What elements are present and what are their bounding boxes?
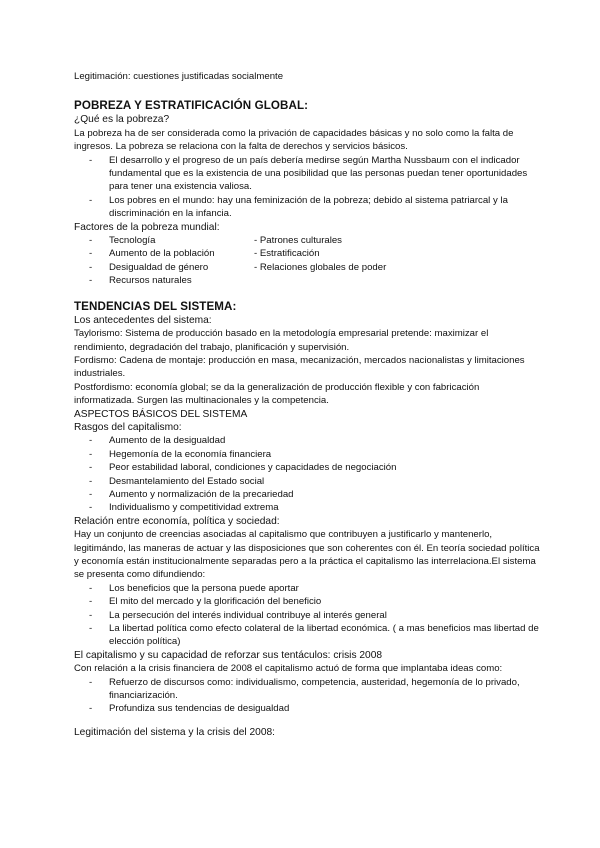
antecedentes-title: Los antecedentes del sistema:: [74, 314, 212, 326]
list-item: - La persecución del interés individual contribuye al interés general: [74, 609, 540, 622]
crisis-title: El capitalismo y su capacidad de reforzar sus tentáculos: crisis 2008: [74, 649, 383, 661]
relacion-paragraph: Hay un conjunto de creencias asociadas al capitalismo que contribuyen a justificarlo y mantenerlo, legitimándo, las maneras de actuar y las disposiciones que son coherentes con él. En teoría sociedad política y economía están institucionalmente separadas pero a la práctica el capitalismo las interrelaciona.El sistema se presenta como difundiendo:: [74, 529, 540, 581]
taylorismo-paragraph: Taylorismo: Sistema de producción basado en la metodología empresarial pretende: maximizar el rendimiento, degradación del trabajo, planificación y supervisión.: [74, 328, 489, 353]
spacer: [74, 288, 540, 300]
crisis-list: [74, 676, 540, 716]
postfordismo-paragraph: Postfordismo: economía global; se da la generalización de producción flexible y con fabricación informatizada. Surgen las multinacionales y la competencia.: [74, 381, 480, 407]
pobreza-list: [74, 154, 540, 221]
spacer: [74, 716, 540, 726]
list-item: - Desigualdad de género: [74, 261, 254, 274]
list-item: - Los beneficios que la persona puede aportar: [74, 582, 540, 595]
list-item: - El mito del mercado y la glorificación del beneficio: [74, 595, 540, 608]
rasgos-list: [74, 434, 540, 514]
list-item: - El desarrollo y el progreso de un país debería medirse según Martha Nussbaum con el indicador fundamental que es la existencia de una posibilidad que las personas puedan tener oportunidades para tener una existencia valiosa.: [74, 154, 540, 194]
legitimacion-crisis-title: Legitimación del sistema y la crisis del 2008:: [74, 726, 276, 738]
list-item: - Refuerzo de discursos como: individualismo, competencia, austeridad, hegemonía de lo privado, financiarización.: [74, 676, 540, 703]
factors-right-list: [254, 234, 386, 288]
aspectos-title: ASPECTOS BÁSICOS DEL SISTEMA: [74, 408, 248, 420]
legitimacion-line: Legitimación: cuestiones justificadas socialmente: [74, 71, 284, 82]
list-item: - Relaciones globales de poder: [254, 261, 387, 273]
list-item: - Estratificación: [254, 248, 320, 260]
list-item: - Los pobres en el mundo: hay una feminización de la pobreza; debido al sistema patriarcal y la discriminación en la infancia.: [74, 194, 540, 221]
list-item: - Aumento de la desigualdad: [74, 434, 540, 447]
list-item: - Tecnología: [74, 234, 254, 247]
list-item: - Aumento y normalización de la precariedad: [74, 488, 540, 501]
list-item: - Aumento de la población: [74, 247, 254, 260]
section-heading-tendencias: TENDENCIAS DEL SISTEMA:: [74, 299, 237, 313]
section-heading-pobreza: POBREZA Y ESTRATIFICACIÓN GLOBAL:: [74, 99, 309, 113]
rasgos-title: Rasgos del capitalismo:: [74, 421, 182, 433]
fordismo-paragraph: Fordismo: Cadena de montaje: producción en masa, mecanización, mercados nacionalistas y limitaciones industriales.: [74, 354, 525, 380]
list-item: - Patrones culturales: [254, 235, 342, 247]
list-item: - La libertad política como efecto colateral de la libertad económica. ( a mas beneficios mas libertad de elección política): [74, 622, 540, 649]
question-pobreza: ¿Qué es la pobreza?: [74, 114, 170, 126]
list-item: - Desmantelamiento del Estado social: [74, 475, 540, 488]
list-item: - Peor estabilidad laboral, condiciones y capacidades de negociación: [74, 461, 540, 474]
factors-title: Factores de la pobreza mundial:: [74, 221, 220, 233]
relacion-title: Relación entre economía, política y sociedad:: [74, 515, 280, 527]
list-item: - Profundiza sus tendencias de desigualdad: [74, 702, 540, 715]
factors-left-list: [74, 234, 254, 288]
factors-columns: [74, 234, 540, 288]
list-item: - Hegemonía de la economía financiera: [74, 448, 540, 461]
list-item: - Recursos naturales: [74, 274, 254, 287]
paragraph-pobreza: La pobreza ha de ser considerada como la privación de capacidades básicas y no solo como la falta de ingresos. La pobreza se relaciona con la falta de derechos y servicios básicos.: [74, 127, 514, 153]
list-item: - Individualismo y competitividad extrema: [74, 501, 540, 514]
relacion-list: [74, 582, 540, 649]
crisis-paragraph: Con relación a la crisis financiera de 2008 el capitalismo actuó de forma que implantaba ideas como:: [74, 663, 503, 675]
